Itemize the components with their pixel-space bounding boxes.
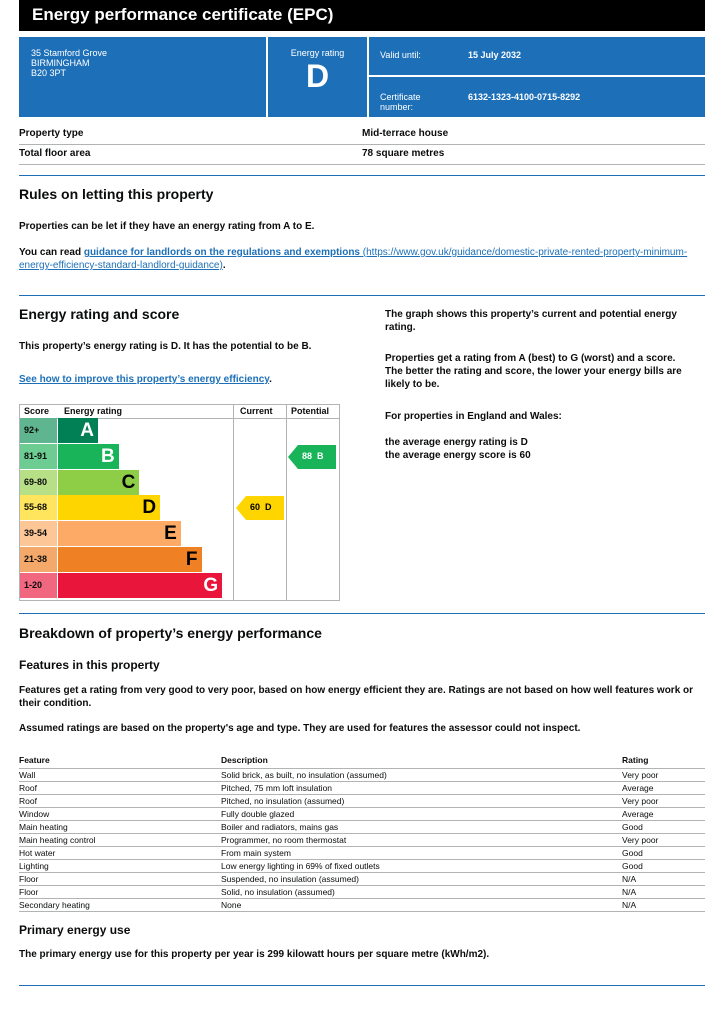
score-range-g: 1-20: [20, 573, 57, 598]
rating-paragraph: This property’s energy rating is D. It has the potential to be B.: [19, 341, 312, 352]
rating-box: [268, 37, 367, 117]
cell-feature: Main heating: [19, 821, 221, 834]
band-letter-d: D: [142, 497, 157, 519]
cell-feature: Floor: [19, 873, 221, 886]
chart-header-score: Score: [24, 406, 50, 416]
rating-band-e: [58, 521, 181, 546]
improve-suffix: .: [269, 374, 272, 385]
rating-explanation-rest: The better the rating and score, the lower your energy bills are likely to be.: [385, 366, 682, 390]
address-line-1: 35 Stamford Grove: [31, 48, 108, 58]
band-letter-c: C: [121, 471, 136, 493]
current-rating-label: 60 D: [250, 502, 272, 513]
guidance-url[interactable]: (https://www.gov.uk/guidance/domestic-private-rented-property-minimum-energy-efficiency-standard-landlord-guidance): [19, 247, 688, 271]
floor-area-label: Total floor area: [19, 148, 91, 159]
potential-rating-marker: [288, 445, 336, 469]
section-divider: [19, 985, 705, 986]
rating-band-a: [58, 418, 98, 443]
improve-paragraph: [19, 373, 272, 386]
rating-explanation-bold: Properties get a rating from A (best) to G (worst) and a score.: [385, 353, 676, 364]
cell-feature: Roof: [19, 782, 221, 795]
cell-rating: N/A: [622, 886, 705, 899]
features-heading: Features in this property: [19, 658, 160, 672]
certificate-number: 6132-1323-4100-0715-8292: [468, 92, 581, 102]
cell-description: None: [221, 899, 622, 912]
address-line-3: B20 3PT: [31, 68, 67, 78]
cell-rating: Good: [622, 847, 705, 860]
chart-column-divider: [233, 405, 234, 600]
cell-feature: Lighting: [19, 860, 221, 873]
valid-until-value: 15 July 2032: [468, 50, 522, 60]
cell-feature: Hot water: [19, 847, 221, 860]
potential-rating-label: 88 B: [302, 450, 324, 461]
rating-band-f: [58, 547, 202, 572]
cell-feature: Secondary heating: [19, 899, 221, 912]
band-letter-f: F: [185, 549, 198, 570]
cell-description: Fully double glazed: [221, 808, 622, 821]
cell-rating: N/A: [622, 899, 705, 912]
table-row: [19, 860, 705, 873]
band-letter-e: E: [164, 523, 177, 545]
table-row: [19, 899, 705, 912]
features-paragraph: Features get a rating from very good to very poor, based on how energy efficient they are. Ratings are not based on how well features work or their condition.: [19, 685, 694, 709]
cell-rating: Good: [622, 821, 705, 834]
cell-feature: Main heating control: [19, 834, 221, 847]
table-row: [19, 769, 705, 782]
band-letter-a: A: [80, 420, 94, 441]
cell-rating: N/A: [622, 873, 705, 886]
primary-energy-paragraph: The primary energy use for this property per year is 299 kilowatt hours per square metre (kWh/m2).: [19, 949, 490, 960]
valid-until-box: [369, 37, 705, 75]
average-score: the average energy score is 60: [385, 450, 531, 461]
table-header-row: [19, 752, 705, 769]
score-range-d: 55-68: [20, 495, 57, 520]
cell-rating: Average: [622, 782, 705, 795]
column-header-feature: Feature: [19, 752, 221, 769]
rating-band-g: [58, 573, 222, 598]
title-bar: [19, 0, 705, 31]
chart-column-divider: [286, 405, 287, 600]
section-divider: [19, 295, 705, 296]
cell-rating: Very poor: [622, 834, 705, 847]
score-range-e: 39-54: [20, 521, 57, 546]
epc-rating-chart: [19, 404, 340, 601]
rating-letter: D: [305, 58, 330, 94]
letting-guidance-paragraph: [19, 246, 705, 272]
chart-header-current: Current: [240, 406, 273, 416]
certificate-label-2: number:: [380, 102, 414, 112]
floor-area-value: 78 square metres: [362, 148, 445, 159]
england-wales-label: For properties in England and Wales:: [385, 411, 562, 422]
table-row: [19, 847, 705, 860]
cell-rating: Average: [622, 808, 705, 821]
section-divider: [19, 613, 705, 614]
features-table: [19, 752, 705, 912]
breakdown-heading: Breakdown of property’s energy performance: [19, 625, 322, 641]
cell-rating: Very poor: [622, 769, 705, 782]
cell-description: Low energy lighting in 69% of fixed outlets: [221, 860, 622, 873]
graph-description: The graph shows this property’s current and potential energy rating.: [385, 309, 677, 333]
cell-description: Pitched, 75 mm loft insulation: [221, 782, 622, 795]
score-range-f: 21-38: [20, 547, 57, 572]
table-row: [19, 886, 705, 899]
score-range-a: 92+: [20, 418, 57, 443]
section-divider: [19, 175, 705, 176]
column-header-description: Description: [221, 752, 622, 769]
energy-rating-heading: Energy rating and score: [19, 306, 180, 322]
assumed-paragraph: Assumed ratings are based on the property's age and type. They are used for features the assessor could not inspect.: [19, 723, 581, 734]
cell-rating: Very poor: [622, 795, 705, 808]
primary-energy-heading: Primary energy use: [19, 923, 131, 937]
cell-description: Pitched, no insulation (assumed): [221, 795, 622, 808]
address-box: [19, 37, 266, 117]
table-row: [19, 821, 705, 834]
address-line-2: BIRMINGHAM: [31, 58, 90, 68]
letting-paragraph: Properties can be let if they have an energy rating from A to E.: [19, 221, 315, 232]
certificate-box: [369, 77, 705, 117]
cell-feature: Floor: [19, 886, 221, 899]
cell-description: Boiler and radiators, mains gas: [221, 821, 622, 834]
column-header-rating: Rating: [622, 752, 705, 769]
improve-link[interactable]: See how to improve this property’s energy efficiency: [19, 374, 270, 385]
cell-rating: Good: [622, 860, 705, 873]
cell-feature: Roof: [19, 795, 221, 808]
guidance-suffix: .: [222, 260, 226, 271]
cell-description: From main system: [221, 847, 622, 860]
divider: [19, 144, 705, 145]
guidance-link[interactable]: guidance for landlords on the regulations and exemptions: [83, 247, 360, 258]
rating-band-c: [58, 470, 139, 495]
band-letter-b: B: [100, 445, 115, 467]
cell-feature: Window: [19, 808, 221, 821]
certificate-label-1: Certificate: [380, 92, 421, 102]
table-row: [19, 808, 705, 821]
current-rating-marker: [236, 496, 284, 520]
rating-band-d: [58, 495, 160, 520]
table-row: [19, 834, 705, 847]
cell-description: Suspended, no insulation (assumed): [221, 873, 622, 886]
property-type-value: Mid-terrace house: [362, 128, 449, 139]
score-range-c: 69-80: [20, 470, 57, 495]
rating-label: Energy rating: [290, 48, 345, 58]
cell-feature: Wall: [19, 769, 221, 782]
table-row: [19, 782, 705, 795]
rating-explanation: [385, 352, 690, 391]
score-range-b: 81-91: [20, 444, 57, 469]
table-row: [19, 795, 705, 808]
cell-description: Programmer, no room thermostat: [221, 834, 622, 847]
letting-heading: Rules on letting this property: [19, 186, 214, 202]
average-rating: the average energy rating is D: [385, 437, 528, 448]
valid-until-label: Valid until:: [380, 50, 421, 60]
band-letter-g: G: [203, 574, 219, 596]
cell-description: Solid brick, as built, no insulation (assumed): [221, 769, 622, 782]
rating-band-b: [58, 444, 119, 469]
chart-header-potential: Potential: [291, 406, 330, 416]
property-type-label: Property type: [19, 128, 84, 139]
table-row: [19, 873, 705, 886]
page-title: Energy performance certificate (EPC): [32, 5, 334, 24]
guidance-prefix: You can read: [19, 247, 84, 258]
cell-description: Solid, no insulation (assumed): [221, 886, 622, 899]
divider: [19, 164, 705, 165]
chart-header-energy-rating: Energy rating: [64, 406, 123, 416]
